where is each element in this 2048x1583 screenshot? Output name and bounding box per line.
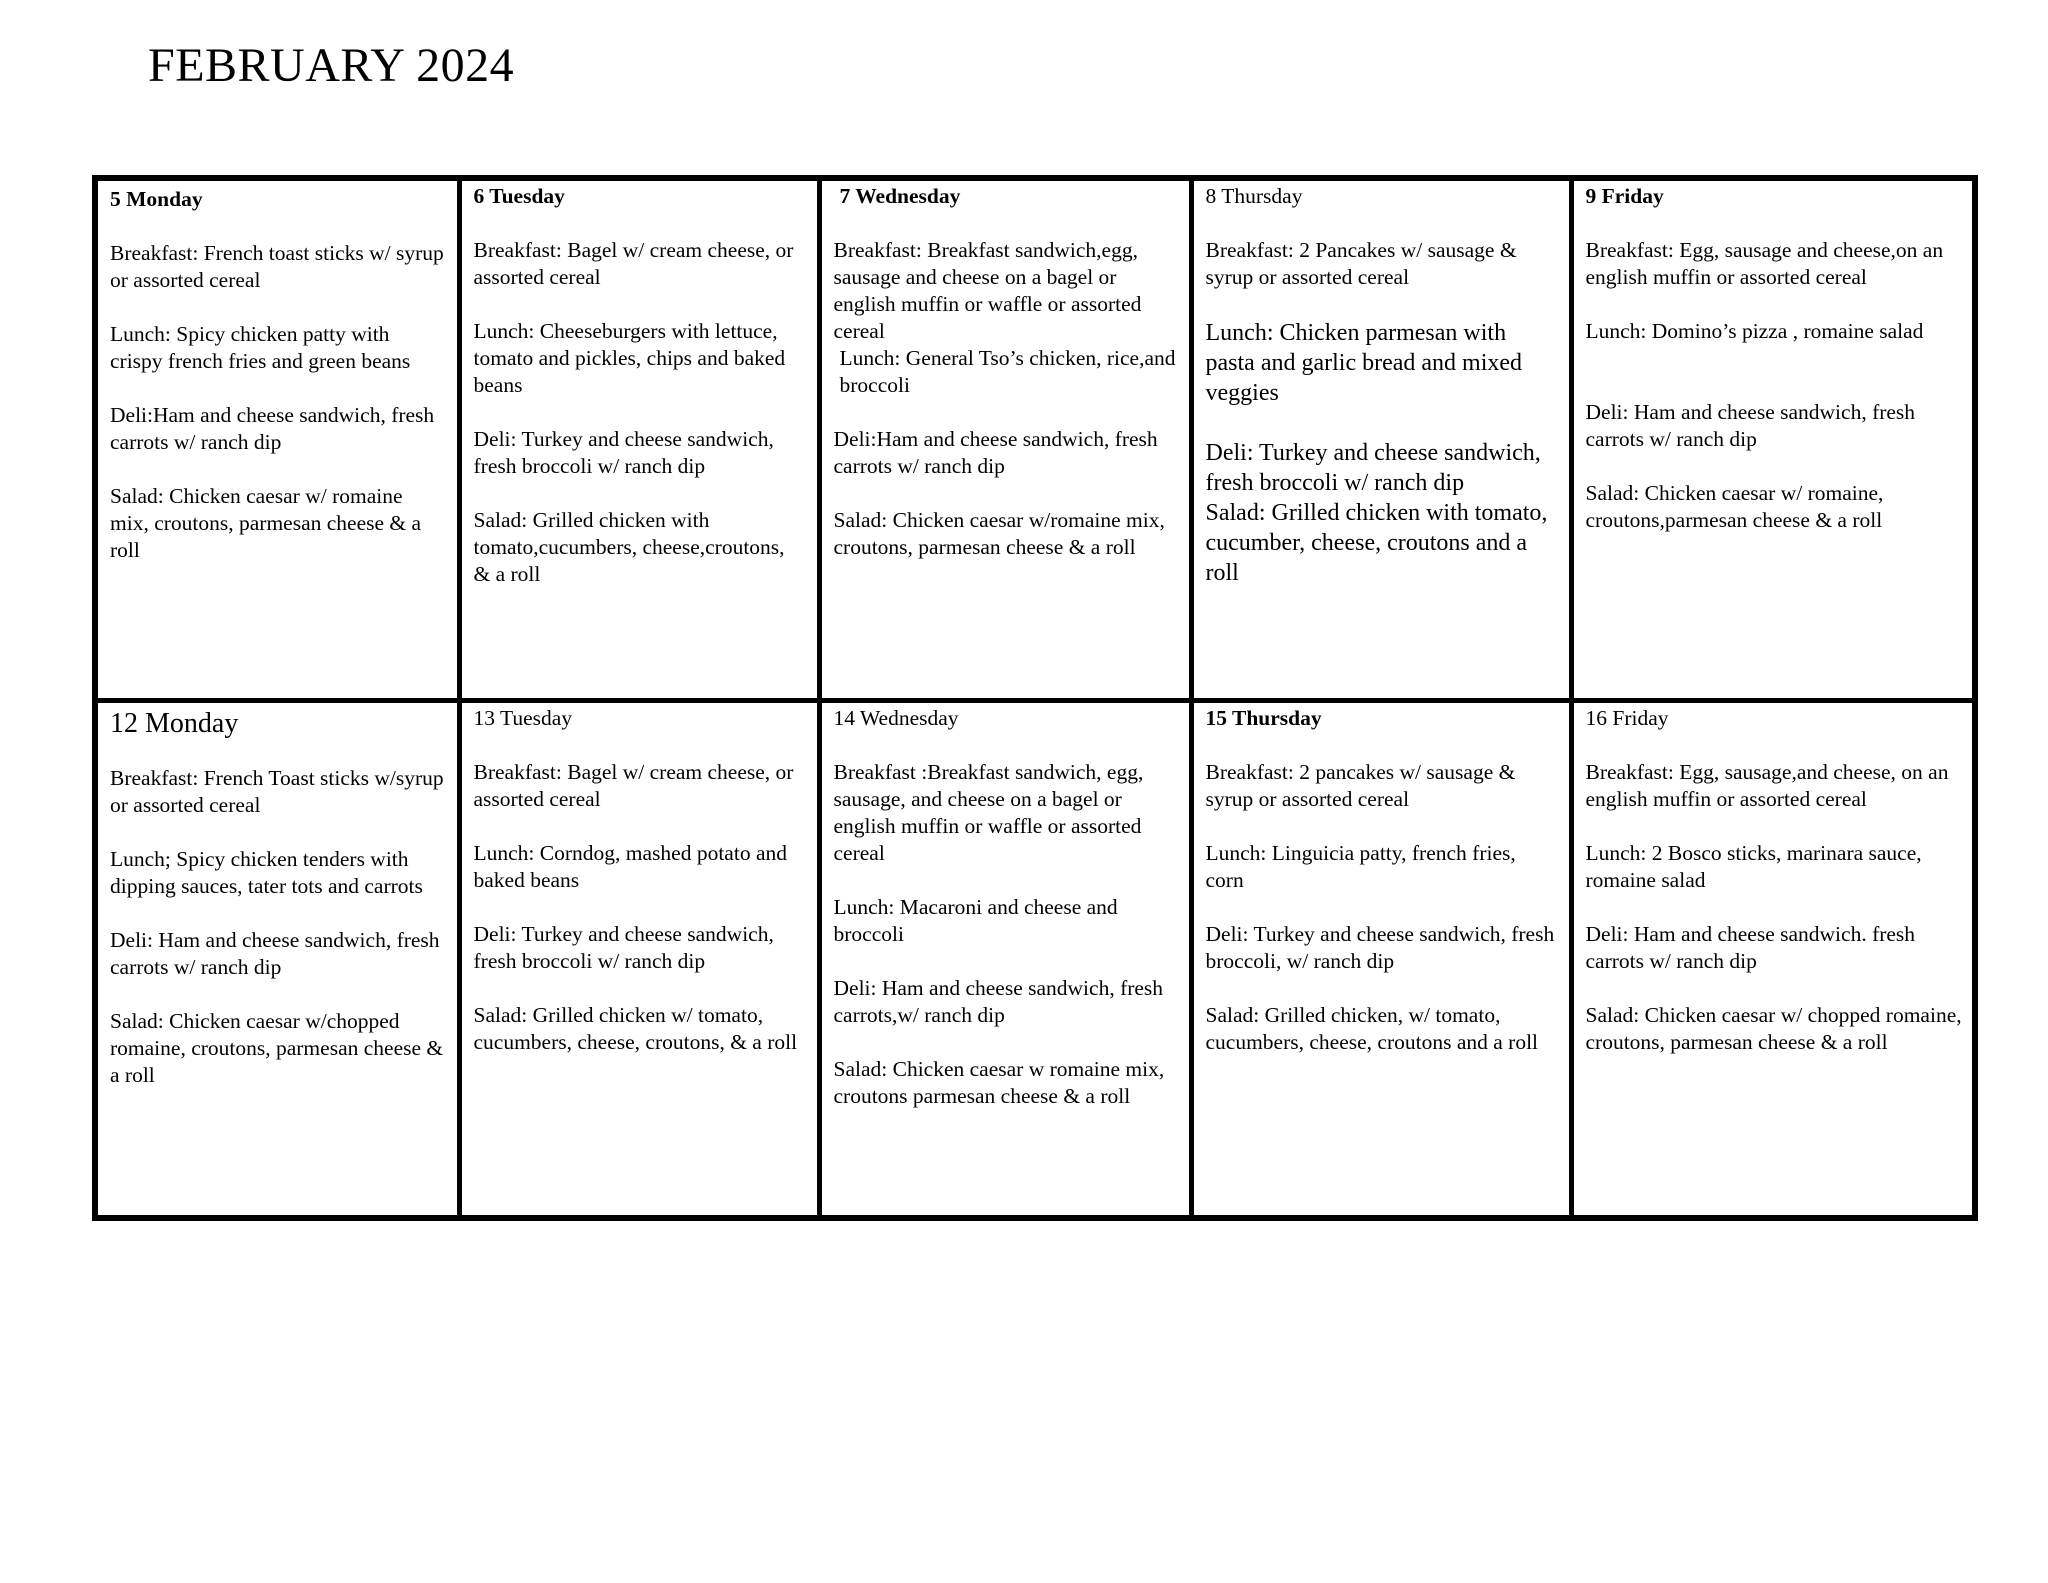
day-cell-thu-8 bbox=[1191, 178, 1571, 700]
lunch-text: Lunch; Spicy chicken tenders with dipping sauces, tater tots and carrots bbox=[110, 846, 423, 898]
deli-text: Deli: Ham and cheese sandwich, fresh carrots w/ ranch dip bbox=[110, 927, 440, 979]
lunch-text: Lunch: Linguicia patty, french fries, corn bbox=[1205, 840, 1516, 892]
lunch-text: Lunch: 2 Bosco sticks, marinara sauce, romaine salad bbox=[1585, 840, 1922, 892]
day-cell-wed-7 bbox=[819, 178, 1191, 700]
deli-text: Deli: Ham and cheese sandwich, fresh carrots w/ ranch dip bbox=[1585, 400, 1916, 451]
lunch-text: Lunch: General Tso’s chicken, rice,and broccoli bbox=[839, 346, 1176, 397]
day-header: 13 Tuesday bbox=[473, 705, 573, 730]
week-row-2 bbox=[95, 700, 1975, 1218]
day-header: 9 Friday bbox=[1585, 184, 1664, 208]
deli-text: Deli: Turkey and cheese sandwich, fresh broccoli w/ ranch dip bbox=[473, 921, 774, 973]
deli-text: Deli: Ham and cheese sandwich. fresh carrots w/ ranch dip bbox=[1585, 921, 1916, 973]
day-cell-tue-6 bbox=[459, 178, 819, 700]
day-cell-fri-9 bbox=[1571, 178, 1975, 700]
deli-text: Deli:Ham and cheese sandwich, fresh carrots w/ ranch dip bbox=[833, 427, 1158, 478]
salad-text: Salad: Chicken caesar w/ chopped romaine, croutons, parmesan cheese & a roll bbox=[1585, 1002, 1962, 1054]
breakfast-text: Breakfast: Breakfast sandwich,egg, sausage and cheese on a bagel or english muffin or waffle or assorted cereal bbox=[833, 238, 1142, 343]
salad-text: Salad: Chicken caesar w/ romaine, croutons,parmesan cheese & a roll bbox=[1585, 481, 1884, 532]
lunch-text: Lunch: Cheeseburgers with lettuce, tomato and pickles, chips and baked beans bbox=[473, 319, 786, 397]
day-header: 16 Friday bbox=[1585, 705, 1669, 730]
day-cell-mon-5 bbox=[95, 178, 459, 700]
day-header: 14 Wednesday bbox=[833, 705, 959, 730]
week-row-1 bbox=[95, 178, 1975, 700]
breakfast-text: Breakfast: 2 pancakes w/ sausage & syrup or assorted cereal bbox=[1205, 759, 1516, 811]
salad-text: Salad: Chicken caesar w/chopped romaine, croutons, parmesan cheese & a roll bbox=[110, 1008, 444, 1087]
day-cell-mon-12 bbox=[95, 700, 459, 1218]
menu-calendar-table bbox=[92, 175, 1978, 1221]
day-header: 8 Thursday bbox=[1205, 184, 1303, 208]
breakfast-text: Breakfast: 2 Pancakes w/ sausage & syrup or assorted cereal bbox=[1205, 238, 1517, 289]
lunch-text: Lunch: Spicy chicken patty with crispy french fries and green beans bbox=[110, 322, 411, 373]
salad-text: Salad: Chicken caesar w romaine mix, croutons parmesan cheese & a roll bbox=[833, 1056, 1165, 1108]
lunch-text: Lunch: Macaroni and cheese and broccoli bbox=[833, 894, 1118, 946]
deli-text: Deli: Turkey and cheese sandwich, fresh broccoli w/ ranch dip bbox=[1205, 440, 1541, 496]
salad-text: Salad: Grilled chicken, w/ tomato, cucumbers, cheese, croutons and a roll bbox=[1205, 1002, 1539, 1054]
day-cell-wed-14 bbox=[819, 700, 1191, 1218]
breakfast-text: Breakfast: Bagel w/ cream cheese, or assorted cereal bbox=[473, 759, 794, 811]
day-header: 7 Wednesday bbox=[839, 184, 961, 208]
day-cell-thu-15 bbox=[1191, 700, 1571, 1218]
deli-text: Deli: Turkey and cheese sandwich, fresh broccoli, w/ ranch dip bbox=[1205, 921, 1555, 973]
breakfast-text: Breakfast: Egg, sausage and cheese,on an english muffin or assorted cereal bbox=[1585, 238, 1944, 289]
salad-text: Salad: Grilled chicken with tomato,cucumbers, cheese,croutons, & a roll bbox=[473, 508, 785, 586]
day-cell-fri-16 bbox=[1571, 700, 1975, 1218]
breakfast-text: Breakfast: Egg, sausage,and cheese, on an english muffin or assorted cereal bbox=[1585, 759, 1949, 811]
day-header: 5 Monday bbox=[110, 187, 203, 211]
salad-text: Salad: Grilled chicken w/ tomato, cucumbers, cheese, croutons, & a roll bbox=[473, 1002, 798, 1054]
breakfast-text: Breakfast :Breakfast sandwich, egg, sausage, and cheese on a bagel or english muffin or waffle or assorted cereal bbox=[833, 759, 1144, 865]
salad-text: Salad: Chicken caesar w/ romaine mix, croutons, parmesan cheese & a roll bbox=[110, 484, 422, 562]
lunch-text: Lunch: Corndog, mashed potato and baked beans bbox=[473, 840, 787, 892]
day-header: 6 Tuesday bbox=[473, 184, 565, 208]
day-header: 15 Thursday bbox=[1205, 705, 1322, 730]
deli-text: Deli: Turkey and cheese sandwich, fresh broccoli w/ ranch dip bbox=[473, 427, 774, 478]
day-header: 12 Monday bbox=[110, 707, 239, 739]
breakfast-text: Breakfast: Bagel w/ cream cheese, or assorted cereal bbox=[473, 238, 794, 289]
breakfast-text: Breakfast: French toast sticks w/ syrup or assorted cereal bbox=[110, 241, 444, 292]
breakfast-text: Breakfast: French Toast sticks w/syrup or assorted cereal bbox=[110, 765, 444, 817]
lunch-text: Lunch: Domino’s pizza , romaine salad bbox=[1585, 319, 1924, 343]
day-cell-tue-13 bbox=[459, 700, 819, 1218]
salad-text: Salad: Chicken caesar w/romaine mix, croutons, parmesan cheese & a roll bbox=[833, 508, 1165, 559]
deli-text: Deli:Ham and cheese sandwich, fresh carrots w/ ranch dip bbox=[110, 403, 435, 454]
deli-text: Deli: Ham and cheese sandwich, fresh carrots,w/ ranch dip bbox=[833, 975, 1164, 1027]
page-title: FEBRUARY 2024 bbox=[148, 39, 515, 92]
lunch-text: Lunch: Chicken parmesan with pasta and garlic bread and mixed veggies bbox=[1205, 320, 1523, 406]
salad-text: Salad: Grilled chicken with tomato, cucumber, cheese, croutons and a roll bbox=[1205, 500, 1548, 586]
